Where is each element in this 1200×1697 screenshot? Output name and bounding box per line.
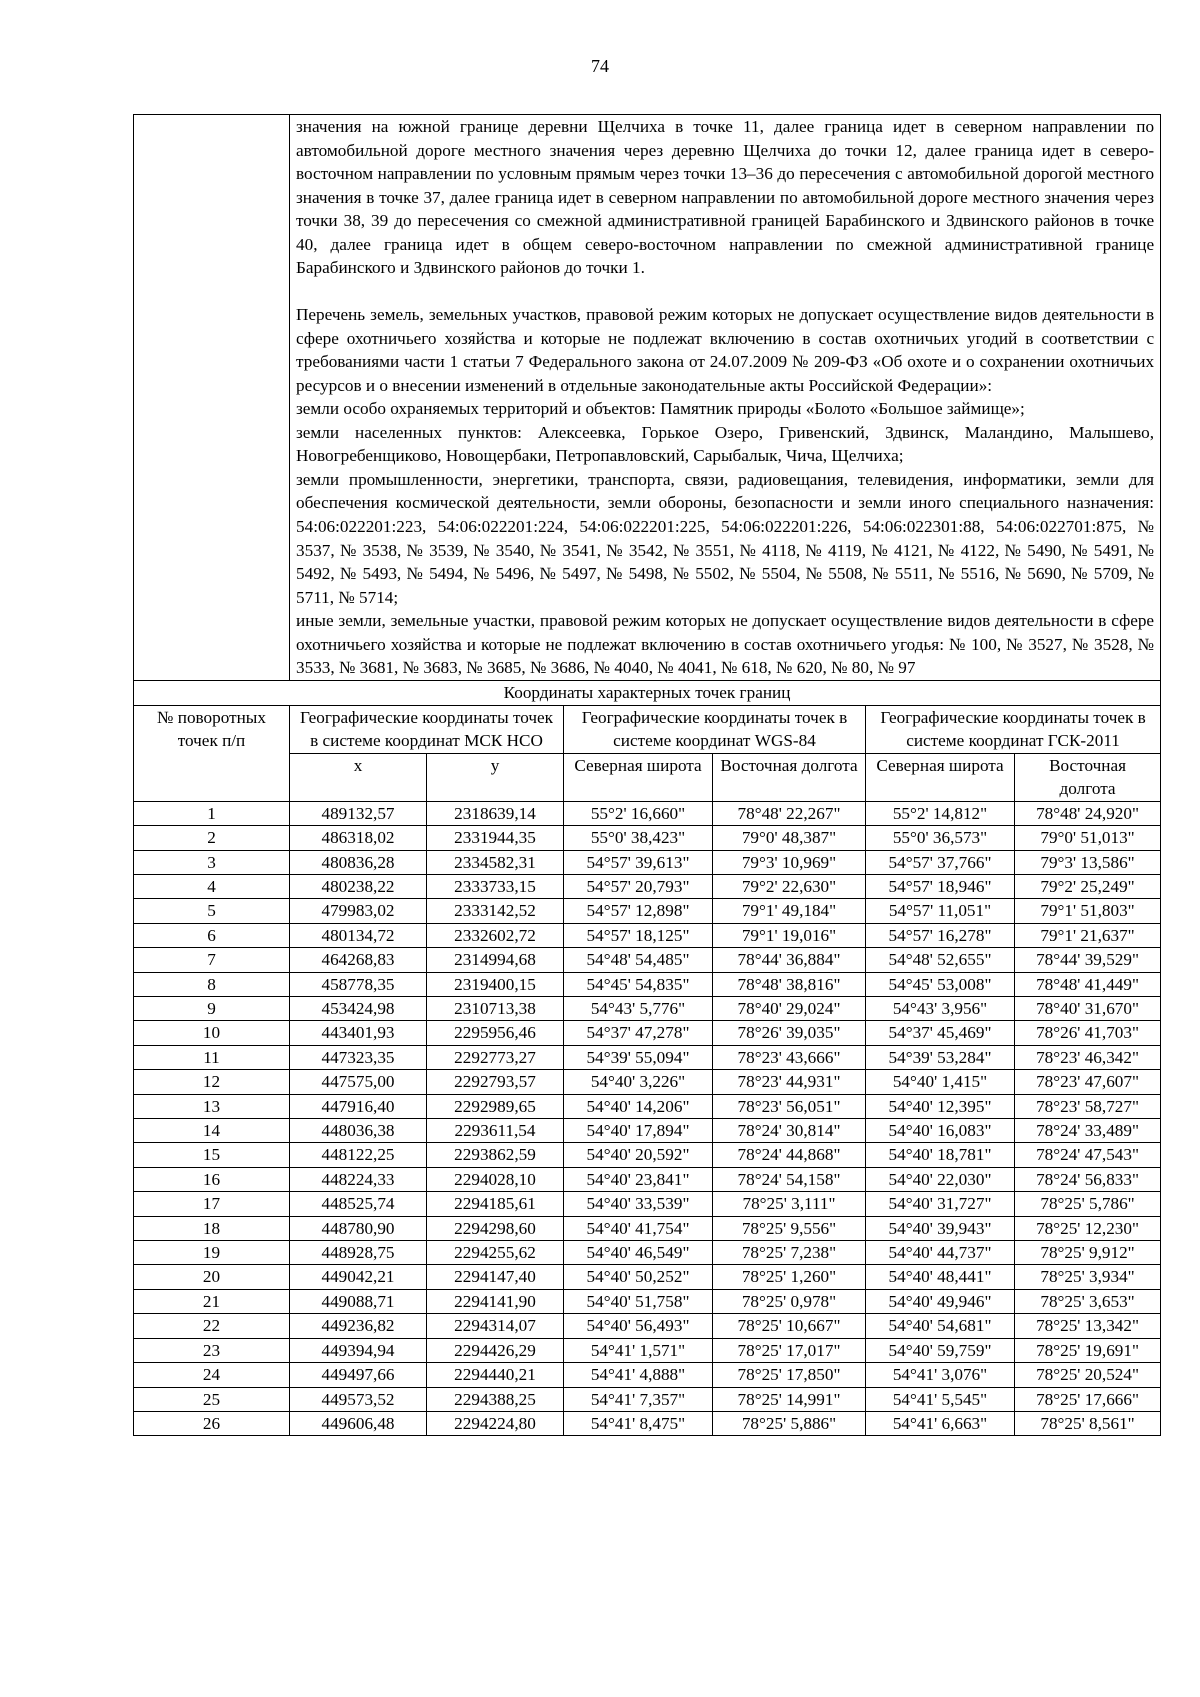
- msk-x-cell: 447916,40: [290, 1094, 427, 1118]
- table-row: [134, 850, 1161, 874]
- msk-y-cell: 2294388,25: [427, 1387, 564, 1411]
- paragraph-spacer: [296, 280, 1154, 303]
- wgs-north-cell: 54°40' 33,539": [564, 1192, 713, 1216]
- header-msk-nso: Географические координаты точек в системе координат МСК НСО: [290, 705, 564, 753]
- settlement-lands-paragraph: земли населенных пунктов: Алексеевка, Горькое Озеро, Гривенский, Здвинск, Маландино, Малышево, Новогребенщиково, Новощербаки, Петропавловский, Сарыбалык, Чича, Щелчиха;: [296, 422, 1155, 466]
- wgs-east-cell: 78°25' 10,667": [713, 1314, 866, 1338]
- gsk-north-cell: 54°40' 48,441": [866, 1265, 1015, 1289]
- point-number-cell: 12: [134, 1070, 290, 1094]
- boundary-paragraph: значения на южной границе деревни Щелчиха в точке 11, далее граница идет в северном направлении по автомобильной дороге местного значения через деревню Щелчиха до точки 12, далее граница идет в северо-восточном направлении по условным прямым через точки 13–36 до пересечения с автомобильной дорогой местного значения в точке 37, далее граница идет в северном направлении по автомобильной дороге местного значения через точки 38, 39 до пересечения со смежной административной границей Барабинского и Здвинского районов в точке 40, далее граница идет в общем северо-восточном направлении по смежной административной границе Барабинского и Здвинского районов до точки 1.: [296, 117, 1155, 278]
- wgs-north-cell: 55°2' 16,660": [564, 801, 713, 825]
- gsk-north-cell: 54°40' 16,083": [866, 1119, 1015, 1143]
- wgs-north-cell: 54°57' 12,898": [564, 899, 713, 923]
- point-number-cell: 3: [134, 850, 290, 874]
- coordinates-title-row: [134, 680, 1161, 705]
- msk-x-cell: 449573,52: [290, 1387, 427, 1411]
- wgs-north-cell: 54°40' 17,894": [564, 1119, 713, 1143]
- table-row: [134, 826, 1161, 850]
- msk-y-cell: 2334582,31: [427, 850, 564, 874]
- msk-y-cell: 2292793,57: [427, 1070, 564, 1094]
- gsk-north-cell: 54°57' 11,051": [866, 899, 1015, 923]
- gsk-east-cell: 78°40' 31,670": [1015, 997, 1161, 1021]
- msk-y-cell: 2294314,07: [427, 1314, 564, 1338]
- msk-y-cell: 2294028,10: [427, 1167, 564, 1191]
- wgs-east-cell: 79°3' 10,969": [713, 850, 866, 874]
- table-row: [134, 997, 1161, 1021]
- wgs-east-cell: 78°26' 39,035": [713, 1021, 866, 1045]
- gsk-east-cell: 78°25' 8,561": [1015, 1411, 1161, 1435]
- point-number-cell: 15: [134, 1143, 290, 1167]
- wgs-east-cell: 78°25' 3,111": [713, 1192, 866, 1216]
- gsk-north-cell: 54°40' 31,727": [866, 1192, 1015, 1216]
- wgs-north-cell: 54°40' 56,493": [564, 1314, 713, 1338]
- msk-y-cell: 2295956,46: [427, 1021, 564, 1045]
- msk-x-cell: 480134,72: [290, 923, 427, 947]
- point-number-cell: 22: [134, 1314, 290, 1338]
- msk-x-cell: 486318,02: [290, 826, 427, 850]
- msk-x-cell: 449606,48: [290, 1411, 427, 1435]
- gsk-north-cell: 54°57' 18,946": [866, 874, 1015, 898]
- gsk-north-cell: 54°57' 16,278": [866, 923, 1015, 947]
- gsk-east-cell: 79°1' 51,803": [1015, 899, 1161, 923]
- table-row: [134, 1070, 1161, 1094]
- wgs-north-cell: 54°57' 18,125": [564, 923, 713, 947]
- lands-intro-paragraph: Перечень земель, земельных участков, правовой режим которых не допускает осуществление видов деятельности в сфере охотничьего хозяйства и которые не подлежат включению в состав охотничьих угодий в соответствии с требованиями части 1 статьи 7 Федерального закона от 24.07.2009 № 209-ФЗ «Об охоте и о сохранении охотничьих ресурсов и о внесении изменений в отдельные законодательные акты Российской Федерации»:: [296, 304, 1155, 395]
- msk-x-cell: 449497,66: [290, 1363, 427, 1387]
- gsk-north-cell: 54°40' 22,030": [866, 1167, 1015, 1191]
- msk-y-cell: 2332602,72: [427, 923, 564, 947]
- msk-x-cell: 448928,75: [290, 1241, 427, 1265]
- gsk-east-cell: 79°0' 51,013": [1015, 826, 1161, 850]
- point-number-cell: 19: [134, 1241, 290, 1265]
- header-gsk2011: Географические координаты точек в системе координат ГСК-2011: [866, 705, 1161, 753]
- msk-x-cell: 448224,33: [290, 1167, 427, 1191]
- wgs-north-cell: 54°41' 4,888": [564, 1363, 713, 1387]
- gsk-north-cell: 54°41' 5,545": [866, 1387, 1015, 1411]
- gsk-north-cell: 54°40' 39,943": [866, 1216, 1015, 1240]
- msk-x-cell: 464268,83: [290, 948, 427, 972]
- gsk-east-cell: 78°24' 47,543": [1015, 1143, 1161, 1167]
- subheader-gsk-east: Восточная долгота: [1015, 753, 1161, 801]
- table-row: [134, 1314, 1161, 1338]
- table-row: [134, 1411, 1161, 1435]
- header-wgs84: Географические координаты точек в системе координат WGS-84: [564, 705, 866, 753]
- subheader-x: x: [290, 753, 427, 801]
- wgs-east-cell: 78°23' 56,051": [713, 1094, 866, 1118]
- point-number-cell: 7: [134, 948, 290, 972]
- wgs-north-cell: 54°39' 55,094": [564, 1045, 713, 1069]
- msk-x-cell: 480238,22: [290, 874, 427, 898]
- point-number-cell: 13: [134, 1094, 290, 1118]
- wgs-east-cell: 78°48' 22,267": [713, 801, 866, 825]
- wgs-east-cell: 78°44' 36,884": [713, 948, 866, 972]
- wgs-east-cell: 78°25' 17,850": [713, 1363, 866, 1387]
- table-row: [134, 948, 1161, 972]
- msk-y-cell: 2294224,80: [427, 1411, 564, 1435]
- gsk-east-cell: 79°3' 13,586": [1015, 850, 1161, 874]
- msk-y-cell: 2294298,60: [427, 1216, 564, 1240]
- msk-y-cell: 2331944,35: [427, 826, 564, 850]
- msk-y-cell: 2292989,65: [427, 1094, 564, 1118]
- wgs-north-cell: 55°0' 38,423": [564, 826, 713, 850]
- msk-y-cell: 2294426,29: [427, 1338, 564, 1362]
- table-row: [134, 1119, 1161, 1143]
- msk-x-cell: 479983,02: [290, 899, 427, 923]
- msk-y-cell: 2310713,38: [427, 997, 564, 1021]
- gsk-north-cell: 54°37' 45,469": [866, 1021, 1015, 1045]
- table-row: [134, 923, 1161, 947]
- gsk-east-cell: 78°23' 46,342": [1015, 1045, 1161, 1069]
- msk-y-cell: 2294255,62: [427, 1241, 564, 1265]
- gsk-east-cell: 78°26' 41,703": [1015, 1021, 1161, 1045]
- wgs-east-cell: 78°25' 5,886": [713, 1411, 866, 1435]
- table-row: [134, 1045, 1161, 1069]
- point-number-cell: 16: [134, 1167, 290, 1191]
- msk-y-cell: 2294141,90: [427, 1289, 564, 1313]
- header-point-number: № поворотных точек п/п: [134, 705, 290, 801]
- gsk-east-cell: 78°25' 17,666": [1015, 1387, 1161, 1411]
- description-text-cell: [290, 115, 1161, 681]
- table-row: [134, 1241, 1161, 1265]
- gsk-north-cell: 54°45' 53,008": [866, 972, 1015, 996]
- gsk-north-cell: 54°57' 37,766": [866, 850, 1015, 874]
- table-row: [134, 1094, 1161, 1118]
- wgs-east-cell: 78°25' 1,260": [713, 1265, 866, 1289]
- gsk-north-cell: 54°40' 12,395": [866, 1094, 1015, 1118]
- wgs-north-cell: 54°45' 54,835": [564, 972, 713, 996]
- wgs-east-cell: 78°24' 44,868": [713, 1143, 866, 1167]
- gsk-east-cell: 78°25' 3,653": [1015, 1289, 1161, 1313]
- gsk-east-cell: 78°23' 58,727": [1015, 1094, 1161, 1118]
- table-row: [134, 1363, 1161, 1387]
- point-number-cell: 11: [134, 1045, 290, 1069]
- wgs-east-cell: 78°48' 38,816": [713, 972, 866, 996]
- wgs-north-cell: 54°40' 41,754": [564, 1216, 713, 1240]
- point-number-cell: 23: [134, 1338, 290, 1362]
- wgs-north-cell: 54°40' 14,206": [564, 1094, 713, 1118]
- gsk-north-cell: 54°40' 59,759": [866, 1338, 1015, 1362]
- msk-x-cell: 449042,21: [290, 1265, 427, 1289]
- gsk-east-cell: 78°25' 12,230": [1015, 1216, 1161, 1240]
- wgs-north-cell: 54°57' 20,793": [564, 874, 713, 898]
- msk-y-cell: 2319400,15: [427, 972, 564, 996]
- msk-x-cell: 448525,74: [290, 1192, 427, 1216]
- point-number-cell: 2: [134, 826, 290, 850]
- gsk-east-cell: 79°2' 25,249": [1015, 874, 1161, 898]
- point-number-cell: 5: [134, 899, 290, 923]
- gsk-east-cell: 78°25' 13,342": [1015, 1314, 1161, 1338]
- gsk-east-cell: 78°23' 47,607": [1015, 1070, 1161, 1094]
- wgs-north-cell: 54°48' 54,485": [564, 948, 713, 972]
- gsk-east-cell: 78°24' 33,489": [1015, 1119, 1161, 1143]
- wgs-east-cell: 78°25' 17,017": [713, 1338, 866, 1362]
- point-number-cell: 24: [134, 1363, 290, 1387]
- msk-y-cell: 2294185,61: [427, 1192, 564, 1216]
- point-number-cell: 9: [134, 997, 290, 1021]
- point-number-cell: 1: [134, 801, 290, 825]
- gsk-north-cell: 54°43' 3,956": [866, 997, 1015, 1021]
- point-number-cell: 10: [134, 1021, 290, 1045]
- wgs-north-cell: 54°40' 46,549": [564, 1241, 713, 1265]
- wgs-east-cell: 79°0' 48,387": [713, 826, 866, 850]
- table-row: [134, 1216, 1161, 1240]
- table-row: [134, 972, 1161, 996]
- gsk-east-cell: 79°1' 21,637": [1015, 923, 1161, 947]
- msk-x-cell: 448122,25: [290, 1143, 427, 1167]
- point-number-cell: 25: [134, 1387, 290, 1411]
- gsk-east-cell: 78°48' 41,449": [1015, 972, 1161, 996]
- wgs-east-cell: 79°2' 22,630": [713, 874, 866, 898]
- gsk-east-cell: 78°25' 3,934": [1015, 1265, 1161, 1289]
- wgs-east-cell: 78°23' 43,666": [713, 1045, 866, 1069]
- table-row: [134, 899, 1161, 923]
- gsk-north-cell: 54°40' 18,781": [866, 1143, 1015, 1167]
- subheader-gsk-north: Северная широта: [866, 753, 1015, 801]
- gsk-north-cell: 54°39' 53,284": [866, 1045, 1015, 1069]
- point-number-cell: 6: [134, 923, 290, 947]
- wgs-north-cell: 54°41' 8,475": [564, 1411, 713, 1435]
- table-row: [134, 1143, 1161, 1167]
- msk-x-cell: 480836,28: [290, 850, 427, 874]
- gsk-north-cell: 55°0' 36,573": [866, 826, 1015, 850]
- gsk-north-cell: 54°40' 44,737": [866, 1241, 1015, 1265]
- wgs-north-cell: 54°40' 51,758": [564, 1289, 713, 1313]
- point-number-cell: 26: [134, 1411, 290, 1435]
- point-number-cell: 18: [134, 1216, 290, 1240]
- gsk-east-cell: 78°25' 19,691": [1015, 1338, 1161, 1362]
- table-row: [134, 1338, 1161, 1362]
- msk-y-cell: 2293862,59: [427, 1143, 564, 1167]
- coordinates-title: Координаты характерных точек границ: [134, 680, 1161, 705]
- industrial-lands-paragraph: земли промышленности, энергетики, транспорта, связи, радиовещания, телевидения, информатики, земли для обеспечения космической деятельности, земли обороны, безопасности и земли иного специального назначения: 54:06:022201:223, 54:06:022201:224, 54:06:022201:225, 54:06:022201:226, 54:06:022301:88, 54:06:022701:875, № 3537, № 3538, № 3539, № 3540, № 3541, № 3542, № 3551, № 4118, № 4119, № 4121, № 4122, № 5490, № 5491, № 5492, № 5493, № 5494, № 5496, № 5497, № 5498, № 5502, № 5504, № 5508, № 5511, № 5516, № 5690, № 5709, № 5711, № 5714;: [296, 469, 1155, 607]
- msk-y-cell: 2294147,40: [427, 1265, 564, 1289]
- point-number-cell: 4: [134, 874, 290, 898]
- point-number-cell: 20: [134, 1265, 290, 1289]
- gsk-east-cell: 78°24' 56,833": [1015, 1167, 1161, 1191]
- description-row: [134, 115, 1161, 681]
- wgs-north-cell: 54°37' 47,278": [564, 1021, 713, 1045]
- table-row: [134, 1021, 1161, 1045]
- wgs-east-cell: 78°24' 30,814": [713, 1119, 866, 1143]
- msk-x-cell: 489132,57: [290, 801, 427, 825]
- msk-x-cell: 458778,35: [290, 972, 427, 996]
- wgs-north-cell: 54°40' 20,592": [564, 1143, 713, 1167]
- wgs-north-cell: 54°41' 1,571": [564, 1338, 713, 1362]
- msk-y-cell: 2314994,68: [427, 948, 564, 972]
- wgs-east-cell: 78°23' 44,931": [713, 1070, 866, 1094]
- point-number-cell: 14: [134, 1119, 290, 1143]
- other-lands-paragraph: иные земли, земельные участки, правовой режим которых не допускает осуществление видов деятельности в сфере охотничьего хозяйства и которые не подлежат включению в состав охотничьего угодья: № 100, № 3527, № 3528, № 3533, № 3681, № 3683, № 3685, № 3686, № 4040, № 4041, № 618, № 620, № 80, № 97: [296, 611, 1155, 678]
- wgs-east-cell: 79°1' 19,016": [713, 923, 866, 947]
- gsk-east-cell: 78°44' 39,529": [1015, 948, 1161, 972]
- msk-x-cell: 447575,00: [290, 1070, 427, 1094]
- table-row: [134, 874, 1161, 898]
- gsk-east-cell: 78°25' 5,786": [1015, 1192, 1161, 1216]
- msk-x-cell: 449394,94: [290, 1338, 427, 1362]
- gsk-east-cell: 78°48' 24,920": [1015, 801, 1161, 825]
- gsk-north-cell: 54°48' 52,655": [866, 948, 1015, 972]
- msk-x-cell: 453424,98: [290, 997, 427, 1021]
- wgs-east-cell: 78°25' 14,991": [713, 1387, 866, 1411]
- point-number-cell: 21: [134, 1289, 290, 1313]
- subheader-wgs-east: Восточная долгота: [713, 753, 866, 801]
- msk-x-cell: 443401,93: [290, 1021, 427, 1045]
- coordinates-header-row: [134, 705, 1161, 753]
- wgs-east-cell: 79°1' 49,184": [713, 899, 866, 923]
- gsk-north-cell: 54°40' 49,946": [866, 1289, 1015, 1313]
- gsk-east-cell: 78°25' 9,912": [1015, 1241, 1161, 1265]
- gsk-east-cell: 78°25' 20,524": [1015, 1363, 1161, 1387]
- wgs-east-cell: 78°40' 29,024": [713, 997, 866, 1021]
- subheader-wgs-north: Северная широта: [564, 753, 713, 801]
- wgs-north-cell: 54°40' 3,226": [564, 1070, 713, 1094]
- wgs-east-cell: 78°25' 0,978": [713, 1289, 866, 1313]
- gsk-north-cell: 54°41' 6,663": [866, 1411, 1015, 1435]
- point-number-cell: 17: [134, 1192, 290, 1216]
- gsk-north-cell: 54°41' 3,076": [866, 1363, 1015, 1387]
- msk-y-cell: 2333733,15: [427, 874, 564, 898]
- table-row: [134, 1265, 1161, 1289]
- gsk-north-cell: 55°2' 14,812": [866, 801, 1015, 825]
- msk-y-cell: 2293611,54: [427, 1119, 564, 1143]
- coordinates-body: [134, 801, 1161, 1436]
- page-number: 74: [591, 56, 609, 76]
- wgs-north-cell: 54°43' 5,776": [564, 997, 713, 1021]
- table-row: [134, 1387, 1161, 1411]
- wgs-north-cell: 54°40' 50,252": [564, 1265, 713, 1289]
- msk-x-cell: 447323,35: [290, 1045, 427, 1069]
- table-row: [134, 1167, 1161, 1191]
- boundary-description-table: [133, 114, 1161, 1436]
- wgs-east-cell: 78°24' 54,158": [713, 1167, 866, 1191]
- gsk-north-cell: 54°40' 1,415": [866, 1070, 1015, 1094]
- wgs-east-cell: 78°25' 7,238": [713, 1241, 866, 1265]
- table-row: [134, 1192, 1161, 1216]
- gsk-north-cell: 54°40' 54,681": [866, 1314, 1015, 1338]
- msk-y-cell: 2292773,27: [427, 1045, 564, 1069]
- table-row: [134, 801, 1161, 825]
- table-row: [134, 1289, 1161, 1313]
- point-number-cell: 8: [134, 972, 290, 996]
- msk-x-cell: 448036,38: [290, 1119, 427, 1143]
- msk-x-cell: 449236,82: [290, 1314, 427, 1338]
- msk-x-cell: 449088,71: [290, 1289, 427, 1313]
- empty-label-cell: [134, 115, 290, 681]
- msk-y-cell: 2333142,52: [427, 899, 564, 923]
- msk-x-cell: 448780,90: [290, 1216, 427, 1240]
- subheader-y: y: [427, 753, 564, 801]
- wgs-north-cell: 54°40' 23,841": [564, 1167, 713, 1191]
- protected-lands-paragraph: земли особо охраняемых территорий и объектов: Памятник природы «Болото «Большое займище»;: [296, 399, 1025, 419]
- msk-y-cell: 2294440,21: [427, 1363, 564, 1387]
- wgs-north-cell: 54°57' 39,613": [564, 850, 713, 874]
- wgs-north-cell: 54°41' 7,357": [564, 1387, 713, 1411]
- msk-y-cell: 2318639,14: [427, 801, 564, 825]
- wgs-east-cell: 78°25' 9,556": [713, 1216, 866, 1240]
